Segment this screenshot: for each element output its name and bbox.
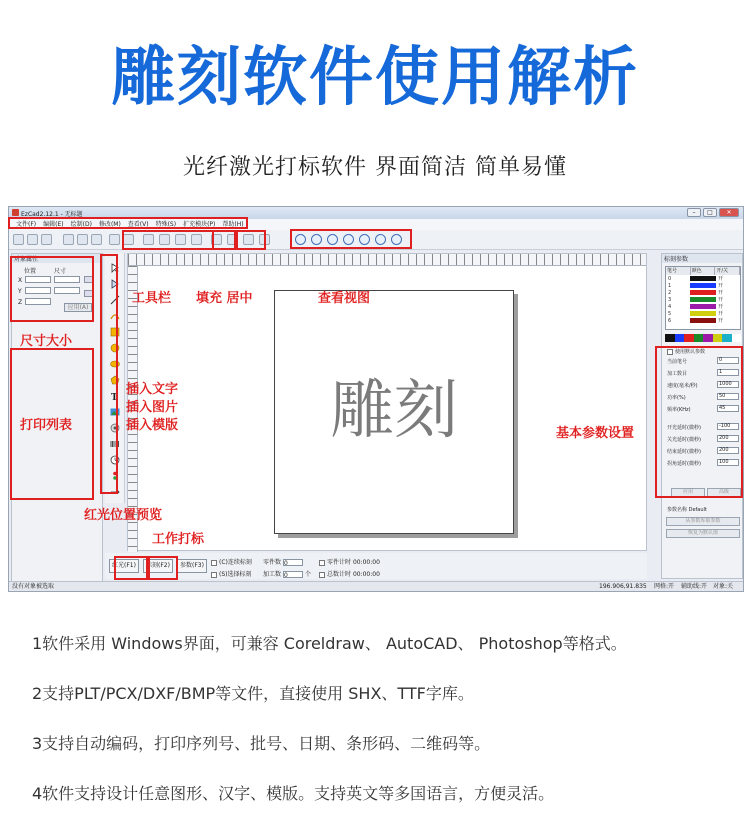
param-name-value: Default — [688, 507, 707, 513]
param-label: 速度(毫米/秒) — [667, 383, 698, 389]
param-label: 开光延时(微秒) — [667, 425, 701, 431]
continuous-label: (C)连续标刻 — [219, 559, 252, 566]
load-params-button[interactable]: 从参数库取参数 — [666, 517, 740, 526]
param-input[interactable]: 200 — [717, 447, 739, 454]
param-label: 拐角延时(微秒) — [667, 461, 701, 467]
use-default-label: 使用默认参数 — [675, 349, 706, 355]
process-unit: 个 — [305, 571, 312, 578]
feature-2: 2支持PLT/PCX/DXF/BMP等文件，直接使用 SHX、TTF字库。 — [32, 684, 474, 703]
param-label: 功率(%) — [667, 395, 686, 401]
pen-header-onoff: 开/关 — [715, 267, 740, 275]
palette-swatch[interactable] — [732, 334, 742, 342]
pen-color-swatch — [690, 304, 716, 309]
annotation-insert-text: 插入文字 — [126, 382, 179, 397]
part-timer-label: 零件计时 — [327, 559, 352, 566]
app-icon — [12, 209, 19, 216]
pen-number: 1 — [668, 282, 672, 289]
save-file-icon[interactable] — [41, 234, 52, 245]
mark-button[interactable]: 标刻(F2) — [143, 559, 173, 573]
maximize-button[interactable]: □ — [703, 208, 717, 217]
snap-status: 对象:关 — [713, 583, 734, 590]
parts-count-label: 零件数 — [263, 559, 282, 566]
view-highlight-box — [290, 229, 412, 249]
param-label: 关光延时(微秒) — [667, 437, 701, 443]
menu-item-1[interactable]: 编辑(E) — [43, 221, 64, 228]
palette-swatch[interactable] — [722, 334, 732, 342]
annotation-insert-image: 插入图片 — [126, 400, 179, 415]
pen-row[interactable] — [666, 303, 740, 310]
horizontal-ruler — [128, 254, 646, 266]
pen-color-swatch — [690, 318, 716, 323]
paste-icon[interactable] — [91, 234, 102, 245]
param-label: 当前笔号 — [667, 359, 688, 365]
menu-item-3[interactable]: 修改(M) — [98, 221, 121, 228]
annotation-work-mark: 工作打标 — [152, 532, 205, 547]
process-count-input[interactable]: 0 — [283, 571, 303, 578]
copy-icon[interactable] — [77, 234, 88, 245]
param-input[interactable]: 200 — [717, 435, 739, 442]
annotation-toolbar: 工具栏 — [132, 291, 172, 306]
selected-checkbox[interactable] — [211, 572, 217, 578]
pen-header-number: 笔号 — [666, 267, 691, 275]
parts-count-input[interactable]: 0 — [283, 559, 303, 566]
pen-onoff: 开 — [718, 283, 724, 289]
pen-onoff: 开 — [718, 297, 724, 303]
size-highlight-box — [10, 256, 94, 322]
pen-table-header — [666, 267, 740, 275]
continuous-mark-option[interactable] — [211, 557, 252, 566]
ezcad-window — [8, 206, 744, 592]
center-highlight-box — [236, 230, 266, 250]
menu-item-0[interactable]: 文件(F) — [16, 221, 37, 228]
tools-highlight-box — [100, 254, 118, 494]
subheadline: 光纤激光打标软件 界面简洁 简单易懂 — [183, 155, 567, 180]
param-input[interactable]: -100 — [717, 423, 739, 430]
param-input[interactable]: 0 — [717, 357, 739, 364]
menu-item-6[interactable]: 扩充模块(P) — [183, 221, 216, 228]
x-label: X — [18, 277, 23, 284]
parts-count — [263, 557, 305, 566]
annotation-size: 尺寸大小 — [20, 334, 73, 349]
param-input[interactable]: 45 — [717, 405, 739, 412]
fill-highlight-box — [212, 230, 236, 250]
annotation-basic-params: 基本参数设置 — [556, 426, 635, 441]
z-label: Z — [18, 299, 23, 306]
close-button[interactable]: ✕ — [719, 208, 739, 217]
toolbar-highlight-box — [122, 230, 214, 250]
restore-default-button[interactable]: 恢复为默认值 — [666, 529, 740, 538]
pen-number: 6 — [668, 317, 672, 324]
param-input[interactable]: 100 — [717, 459, 739, 466]
mark-highlight-box — [148, 556, 178, 580]
y-label: Y — [18, 288, 22, 295]
status-bar — [9, 581, 743, 592]
part-timer — [319, 557, 380, 566]
param-label: 结束延时(微秒) — [667, 449, 701, 455]
mark-params-title: 标刻参数 — [662, 254, 742, 263]
param-input[interactable]: 1000 — [717, 381, 739, 388]
status-message: 没有对象被选取 — [12, 583, 55, 590]
open-file-icon[interactable] — [27, 234, 38, 245]
feature-3: 3支持自动编码，打印序列号、批号、日期、条形码、二维码等。 — [32, 734, 491, 753]
pen-number: 5 — [668, 310, 672, 317]
feature-4: 4软件支持设计任意图形、汉字、模版。支持英文等多国语言，方便灵活。 — [32, 784, 555, 803]
pen-color-swatch — [690, 290, 716, 295]
process-count — [263, 569, 311, 578]
window-title: EzCad2.12.1 - 无标题 — [21, 211, 83, 218]
pen-color-swatch — [690, 276, 716, 281]
palette-swatch[interactable] — [684, 334, 694, 342]
params-button[interactable]: 参数(F3) — [177, 559, 207, 573]
headline: 雕刻软件使用解析 — [111, 41, 639, 115]
annotation-red-preview: 红光位置预览 — [84, 508, 163, 523]
selected-label: (S)选择标刻 — [219, 571, 252, 578]
menu-highlight-box — [8, 217, 248, 229]
red-light-button[interactable]: 红光(F1) — [109, 559, 139, 573]
param-input[interactable]: 50 — [717, 393, 739, 400]
new-file-icon[interactable] — [13, 234, 24, 245]
pen-onoff: 开 — [718, 318, 724, 324]
pen-onoff: 开 — [718, 290, 724, 296]
param-label: 加工数目 — [667, 371, 688, 377]
pen-color-swatch — [690, 283, 716, 288]
menu-item-7[interactable]: 帮助(H) — [222, 221, 244, 228]
feature-1: 1软件采用 Windows界面，可兼容 Coreldraw、 AutoCAD、 Photoshop等格式。 — [32, 634, 627, 653]
pen-color-swatch — [690, 311, 716, 316]
color-palette[interactable] — [665, 334, 741, 342]
selected-mark-option[interactable] — [211, 569, 252, 578]
menu-item-4[interactable]: 查看(V) — [127, 221, 149, 228]
pen-row[interactable] — [666, 296, 740, 303]
pen-color-swatch — [690, 297, 716, 302]
size-header: 尺寸 — [54, 268, 67, 275]
pen-table — [665, 266, 741, 330]
object-properties-title: 对象属性 — [12, 254, 102, 263]
annotation-print-list: 打印列表 — [20, 418, 73, 433]
window-controls — [687, 208, 739, 217]
palette-swatch[interactable] — [713, 334, 723, 342]
cut-icon[interactable] — [63, 234, 74, 245]
total-timer — [319, 569, 380, 578]
pen-onoff: 开 — [718, 304, 724, 310]
pen-onoff: 开 — [718, 311, 724, 317]
param-name-label: 参数名称 — [667, 507, 688, 513]
work-area[interactable] — [274, 290, 514, 534]
part-timer-checkbox[interactable] — [319, 560, 325, 566]
canvas-text-object[interactable]: 雕刻 — [330, 374, 458, 448]
minimize-button[interactable]: – — [687, 208, 701, 217]
total-timer-checkbox[interactable] — [319, 572, 325, 578]
total-timer-value: 00:00:00 — [352, 571, 380, 578]
palette-swatch[interactable] — [675, 334, 685, 342]
annotation-view: 查看视图 — [318, 291, 371, 306]
palette-swatch[interactable] — [665, 334, 675, 342]
grid-status: 网格:开 — [654, 583, 675, 590]
pen-number: 2 — [668, 289, 672, 296]
menu-item-2[interactable]: 绘制(D) — [70, 221, 92, 228]
svg-text:T: T — [111, 393, 118, 401]
annotation-insert-template: 插入模版 — [126, 418, 179, 433]
part-timer-value: 00:00:00 — [352, 559, 380, 566]
pen-number: 0 — [668, 275, 672, 282]
apply-button[interactable]: 应用(A) — [64, 303, 92, 312]
annotation-fill-center: 填充 居中 — [196, 291, 253, 306]
pen-number: 4 — [668, 303, 672, 310]
pen-row[interactable] — [666, 317, 740, 324]
pen-header-color: 颜色 — [691, 267, 716, 275]
guide-status: 辅助线:开 — [681, 583, 708, 590]
pen-number: 3 — [668, 296, 672, 303]
undo-icon[interactable] — [109, 234, 120, 245]
continuous-checkbox[interactable] — [211, 560, 217, 566]
param-label: 频率(KHz) — [667, 407, 691, 413]
param-name — [667, 506, 707, 513]
position-header: 位置 — [24, 268, 37, 275]
pen-row[interactable] — [666, 275, 740, 282]
total-timer-label: 总数计时 — [327, 571, 352, 578]
pen-onoff: 开 — [718, 276, 724, 282]
pen-row[interactable] — [666, 282, 740, 289]
pen-row[interactable] — [666, 310, 740, 317]
red-light-highlight-box — [114, 556, 148, 580]
cursor-coordinates: 196.906,91.835 — [599, 583, 647, 590]
params-highlight-box — [655, 346, 743, 498]
param-input[interactable]: 1 — [717, 369, 739, 376]
palette-swatch[interactable] — [694, 334, 704, 342]
menu-item-5[interactable]: 特殊(S) — [155, 221, 177, 228]
pen-row[interactable] — [666, 289, 740, 296]
param-apply-button[interactable]: 应用 — [671, 488, 705, 497]
palette-swatch[interactable] — [703, 334, 713, 342]
param-advanced-button[interactable]: 高级 — [707, 488, 741, 497]
mark-control-bar — [105, 553, 647, 579]
process-count-label: 加工数 — [263, 571, 282, 578]
